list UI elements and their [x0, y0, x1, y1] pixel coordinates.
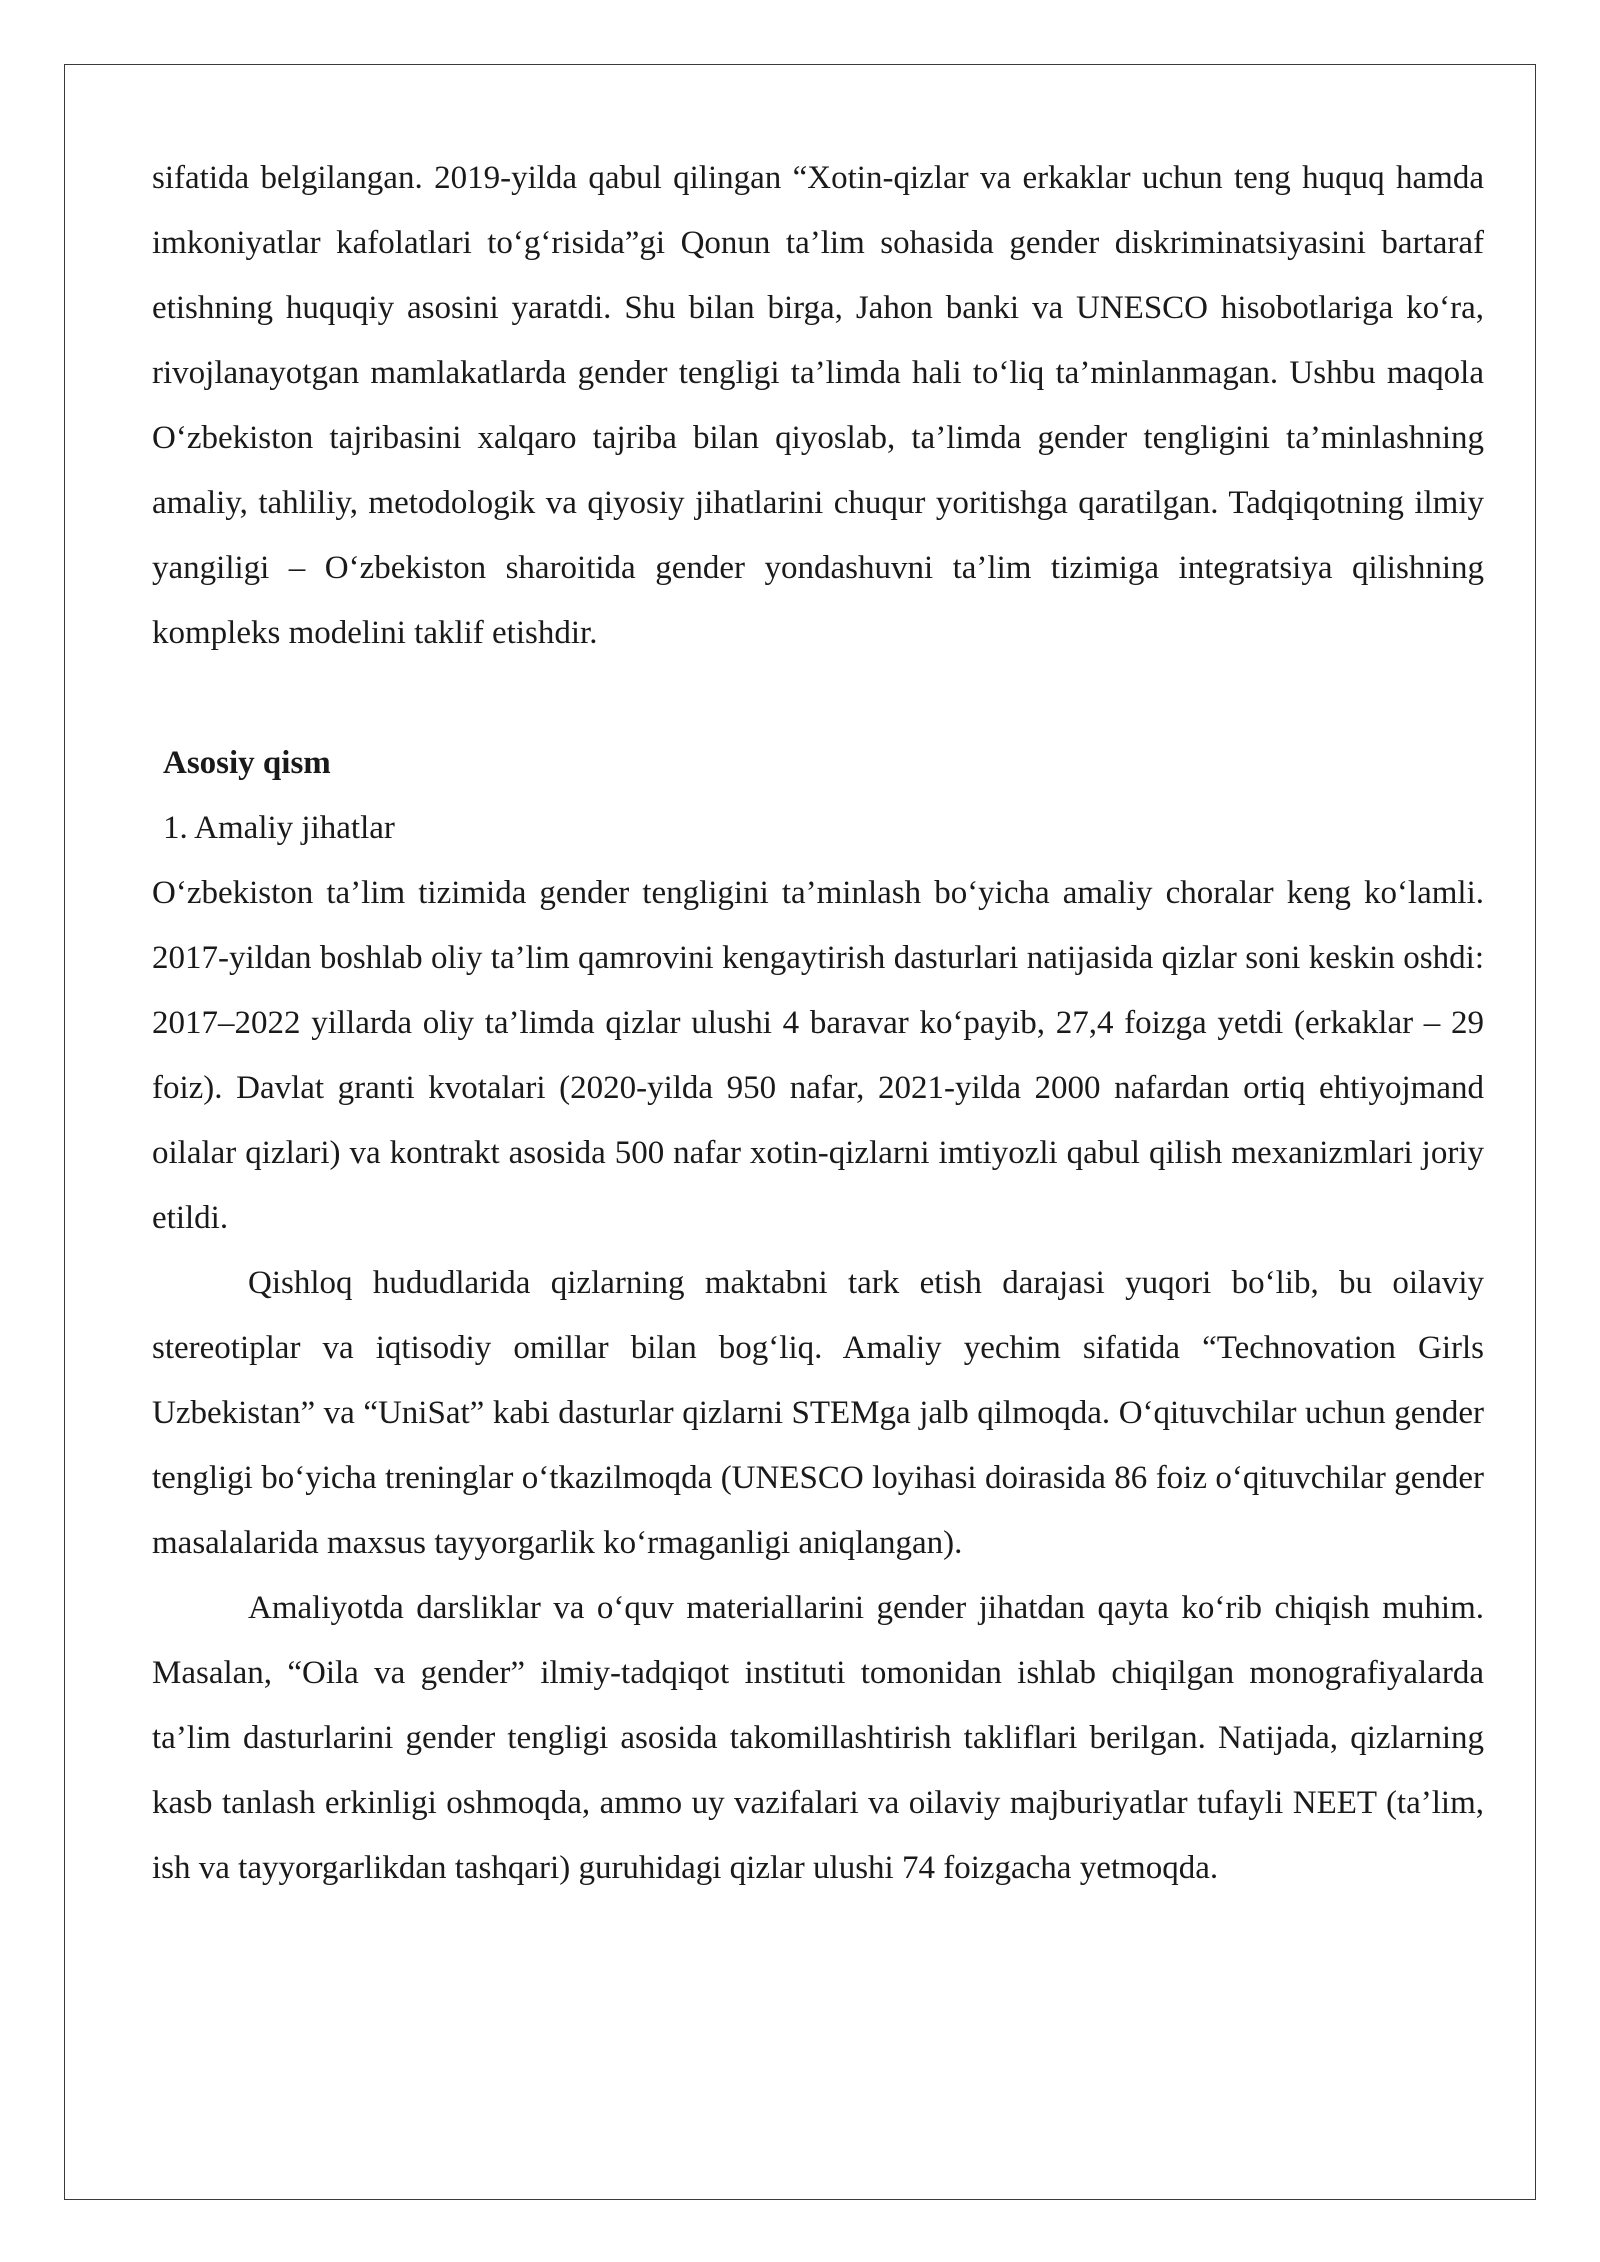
blank-line	[152, 666, 1484, 731]
page-content	[152, 146, 1484, 1901]
body-paragraph-3: Amaliyotda darsliklar va o‘quv materiallarini gender jihatdan qayta ko‘rib chiqish muhim. Masalan, “Oila va gender” ilmiy-tadqiqot instituti tomonidan ishlab chiqilgan monografiyalarda ta’lim dasturlarini gender tengligi asosida takomillashtirish takliflari berilgan. Natijada, qizlarning kasb tanlash erkinligi oshmoqda, ammo uy vazifalari va oilaviy majburiyatlar tufayli NEET (ta’lim, ish va tayyorgarlikdan tashqari) guruhidagi qizlar ulushi 74 foizgacha yetmoqda.	[152, 1590, 1484, 1886]
section-heading: Asosiy qism	[163, 745, 331, 781]
body-paragraph-1: O‘zbekiston ta’lim tizimida gender tengligini ta’minlash bo‘yicha amaliy choralar keng ko‘lamli. 2017-yildan boshlab oliy ta’lim qamrovini kengaytirish dasturlari natijasida qizlar soni keskin oshdi: 2017–2022 yillarda oliy ta’limda qizlar ulushi 4 baravar ko‘payib, 27,4 foizga yetdi (erkaklar – 29 foiz). Davlat granti kvotalari (2020-yilda 950 nafar, 2021-yilda 2000 nafardan ortiq ehtiyojmand oilalar qizlari) va kontrakt asosida 500 nafar xotin-qizlarni imtiyozli qabul qilish mexanizmlari joriy etildi.	[152, 875, 1484, 1236]
body-paragraph-2: Qishloq hududlarida qizlarning maktabni tark etish darajasi yuqori bo‘lib, bu oilaviy stereotiplar va iqtisodiy omillar bilan bog‘liq. Amaliy yechim sifatida “Technovation Girls Uzbekistan” va “UniSat” kabi dasturlar qizlarni STEMga jalb qilmoqda. O‘qituvchilar uchun gender tengligi bo‘yicha treninglar o‘tkazilmoqda (UNESCO loyihasi doirasida 86 foiz o‘qituvchilar gender masalalarida maxsus tayyorgarlik ko‘rmaganligi aniqlangan).	[152, 1265, 1484, 1561]
subsection-heading: 1. Amaliy jihatlar	[163, 810, 395, 846]
intro-paragraph: sifatida belgilangan. 2019-yilda qabul qilingan “Xotin-qizlar va erkaklar uchun teng huquq hamda imkoniyatlar kafolatlari to‘g‘risida”gi Qonun ta’lim sohasida gender diskriminatsiyasini bartaraf etishning huquqiy asosini yaratdi. Shu bilan birga, Jahon banki va UNESCO hisobotlariga ko‘ra, rivojlanayotgan mamlakatlarda gender tengligi ta’limda hali to‘liq ta’minlanmagan. Ushbu maqola O‘zbekiston tajribasini xalqaro tajriba bilan qiyoslab, ta’limda gender tengligini ta’minlashning amaliy, tahliliy, metodologik va qiyosiy jihatlarini chuqur yoritishga qaratilgan. Tadqiqotning ilmiy yangiligi – O‘zbekiston sharoitida gender yondashuvni ta’lim tizimiga integratsiya qilishning kompleks modelini taklif etishdir.	[152, 160, 1484, 651]
